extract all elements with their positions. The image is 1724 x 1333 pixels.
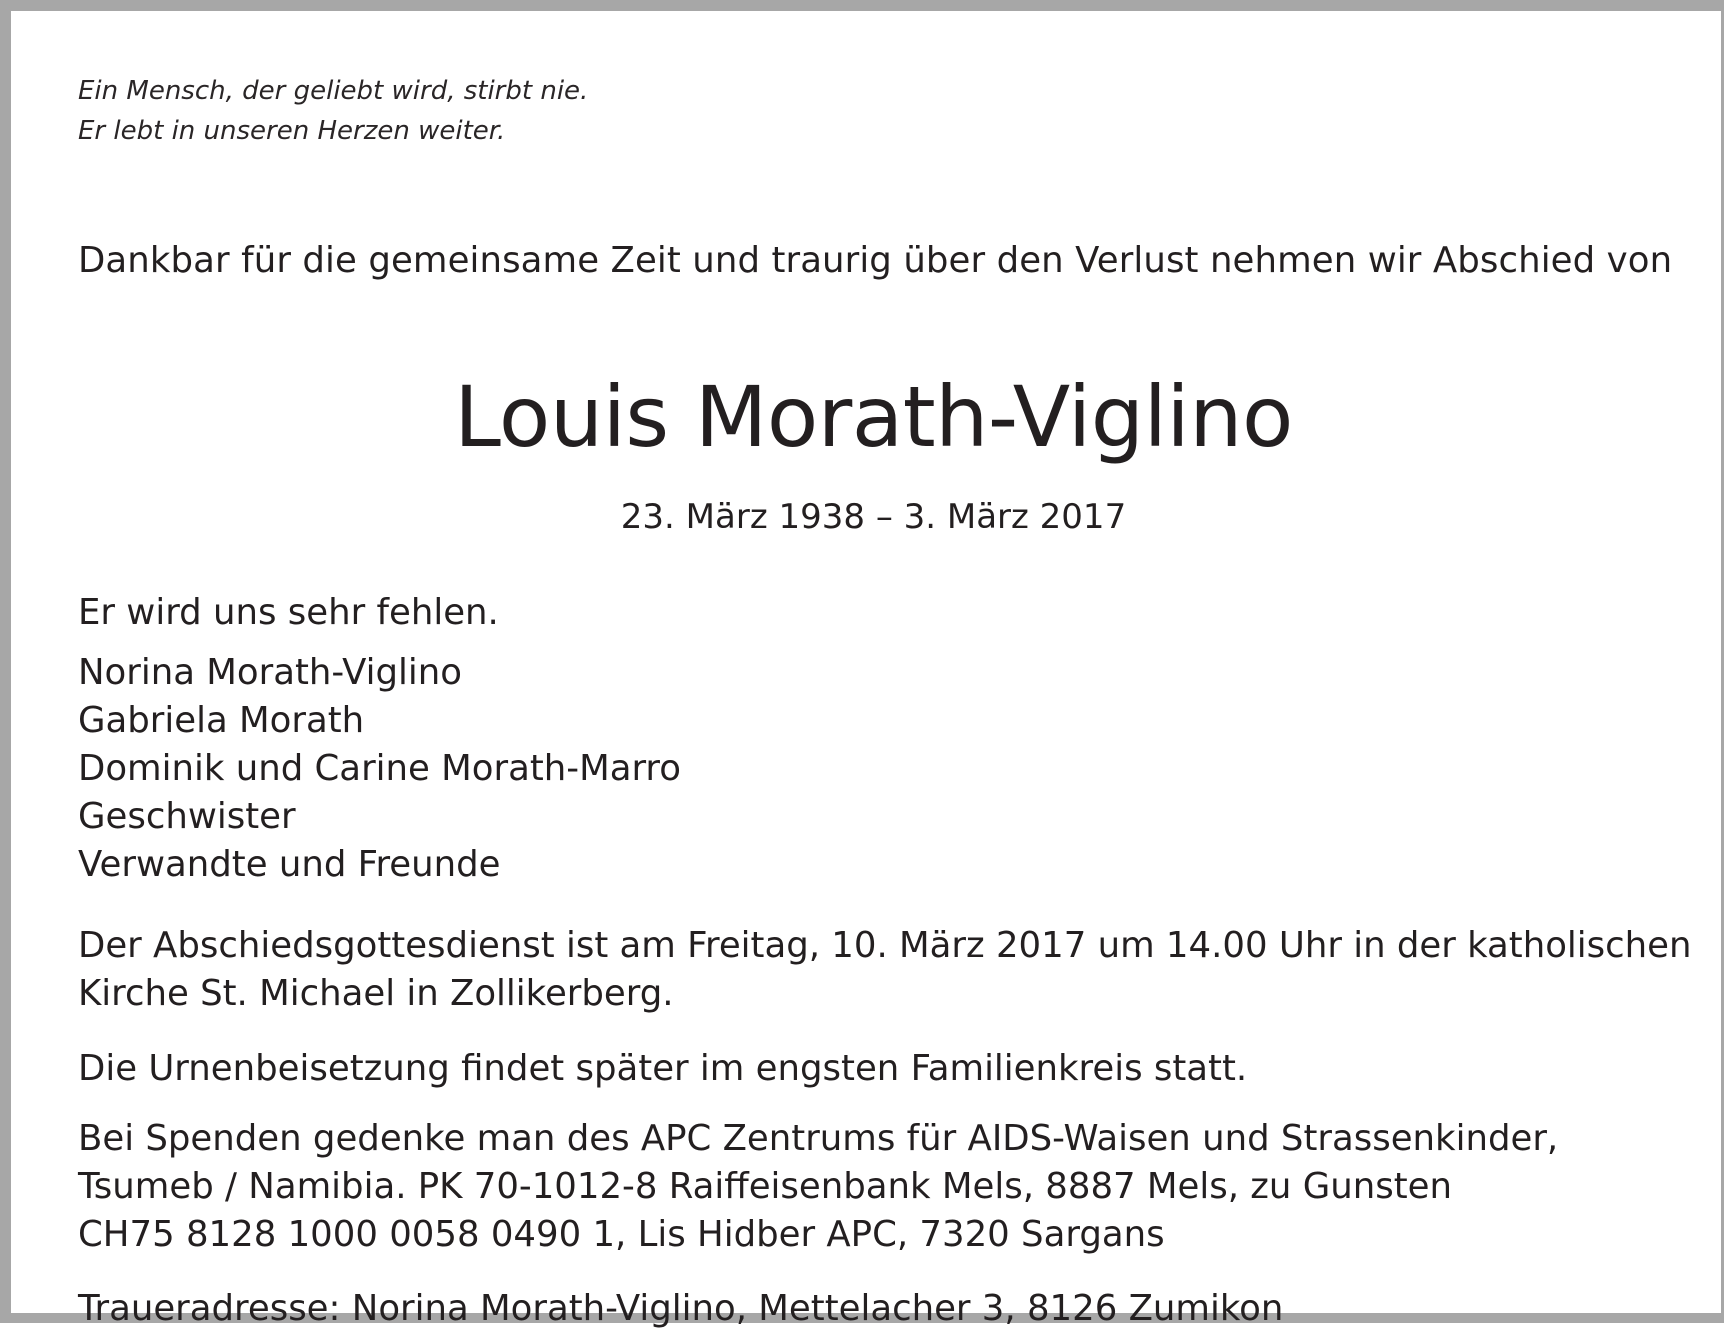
donation-line-3: CH75 8128 1000 0058 0490 1, Lis Hidber APC, 7320 Sargans: [78, 1214, 1165, 1255]
mourner-item: Dominik und Carine Morath-Marro: [78, 748, 681, 789]
obituary-content: [78, 71, 1692, 1329]
service-line-2: Kirche St. Michael in Zollikerberg.: [78, 973, 674, 1014]
motto-line-2: Er lebt in unseren Herzen weiter.: [78, 116, 506, 146]
intro-text: Dankbar für die gemeinsame Zeit und traurig über den Verlust nehmen wir Abschied von: [78, 240, 1673, 281]
motto-quote: [78, 71, 1678, 151]
mourner-item: Norina Morath-Viglino: [78, 652, 462, 693]
deceased-name: Louis Morath-Viglino: [454, 368, 1293, 466]
mourners-list: [78, 649, 681, 889]
mourning-address: Traueradresse: Norina Morath-Viglino, Mettelacher 3, 8126 Zumikon: [78, 1288, 1284, 1329]
urn-info: Die Urnenbeisetzung findet später im engsten Familienkreis statt.: [78, 1048, 1248, 1089]
donation-line-2: Tsumeb / Namibia. PK 70-1012-8 Raiffeisenbank Mels, 8887 Mels, zu Gunsten: [78, 1166, 1452, 1207]
mourner-item: Geschwister: [78, 796, 296, 837]
miss-line: Er wird uns sehr fehlen.: [78, 592, 499, 633]
donation-info: [78, 1115, 1558, 1259]
life-dates: 23. März 1938 – 3. März 2017: [620, 497, 1127, 537]
mourner-item: Gabriela Morath: [78, 700, 365, 741]
donation-line-1: Bei Spenden gedenke man des APC Zentrums für AIDS-Waisen und Strassenkinder,: [78, 1118, 1559, 1159]
service-line-1: Der Abschiedsgottesdienst ist am Freitag, 10. März 2017 um 14.00 Uhr in der katholischen: [78, 925, 1692, 966]
service-info: [78, 922, 1692, 1018]
motto-line-1: Ein Mensch, der geliebt wird, stirbt nie.: [78, 76, 589, 106]
mourner-item: Verwandte und Freunde: [78, 844, 501, 885]
